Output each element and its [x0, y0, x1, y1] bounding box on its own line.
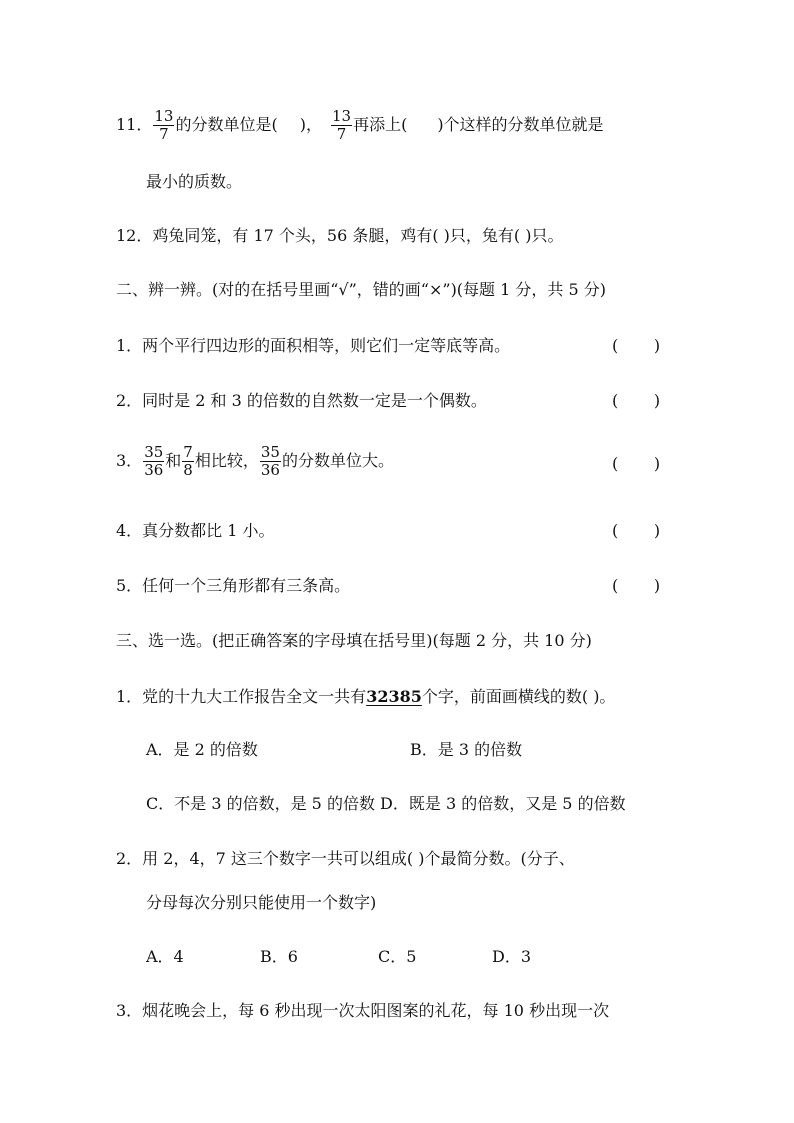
judge-item-2: 2．同时是 2 和 3 的倍数的自然数一定是一个偶数。	[116, 391, 487, 410]
fraction-denominator: 36	[144, 461, 164, 479]
fraction-35-36-second	[260, 444, 281, 479]
question-11-text4: )个这样的分数单位就是	[437, 115, 604, 134]
answer-paren-2[interactable]: ( )	[612, 391, 661, 410]
question-11-line2: 最小的质数。	[146, 172, 243, 191]
judge-item-1: 1．两个平行四边形的面积相等，则它们一定等底等高。	[116, 336, 511, 355]
fraction-numerator: 7	[183, 443, 193, 461]
choice-question-3-line1: 3．烟花晚会上，每 6 秒出现一次太阳图案的礼花，每 10 秒出现一次	[116, 1001, 610, 1020]
answer-paren-3[interactable]: ( )	[612, 454, 661, 473]
fraction-denominator: 7	[336, 125, 347, 143]
question-11-number: 11．	[116, 115, 153, 134]
fraction-denominator: 7	[159, 125, 169, 143]
fraction-numerator: 35	[144, 443, 164, 461]
answer-paren-5[interactable]: ( )	[612, 576, 661, 595]
fraction-numerator: 13	[331, 107, 352, 125]
question-11-line1	[116, 108, 604, 143]
choice-2-option-c[interactable]: C．5	[378, 947, 417, 966]
choice-question-2-line1: 2．用 2，4，7 这三个数字一共可以组成( )个最简分数。(分子、	[116, 849, 575, 868]
judge-item-3-text2: 的分数单位大。	[281, 451, 394, 470]
question-12: 12．鸡兔同笼，有 17 个头，56 条腿，鸡有( )只，兔有( )只。	[116, 226, 564, 245]
choice-question-1-text-a: 1．党的十九大工作报告全文一共有	[116, 687, 367, 706]
choice-2-option-b[interactable]: B．6	[260, 947, 298, 966]
underlined-number: 32385	[366, 687, 422, 706]
fraction-denominator: 8	[183, 461, 193, 479]
choice-question-1-text-b: 个字，前面画横线的数( )。	[421, 687, 616, 706]
fraction-13-7-second	[331, 108, 352, 143]
question-11-text2: )，	[299, 115, 322, 134]
question-11-text3: 再添上(	[353, 115, 408, 134]
judge-item-3-and: 和	[165, 451, 182, 470]
judge-item-3-number: 3．	[116, 451, 143, 470]
fraction-denominator: 36	[260, 461, 280, 479]
answer-paren-4[interactable]: ( )	[612, 521, 661, 540]
fraction-numerator: 13	[154, 107, 174, 125]
judge-item-4: 4．真分数都比 1 小。	[116, 521, 275, 540]
choice-2-option-d[interactable]: D．3	[492, 947, 532, 966]
judge-item-3	[116, 444, 394, 479]
fraction-numerator: 35	[260, 443, 280, 461]
choice-1-option-a[interactable]: A．是 2 的倍数	[146, 740, 258, 759]
choice-1-options-c-d[interactable]: C．不是 3 的倍数，是 5 的倍数 D．既是 3 的倍数，又是 5 的倍数	[146, 794, 626, 813]
choice-2-option-a[interactable]: A．4	[146, 947, 184, 966]
question-11-text1: 的分数单位是(	[175, 115, 278, 134]
choice-question-2-line2: 分母每次分别只能使用一个数字)	[146, 893, 377, 912]
choice-1-option-b[interactable]: B．是 3 的倍数	[410, 740, 523, 759]
choice-question-1	[116, 687, 615, 707]
fraction-7-8	[182, 444, 194, 479]
judge-item-5: 5．任何一个三角形都有三条高。	[116, 576, 351, 595]
answer-paren-1[interactable]: ( )	[612, 336, 661, 355]
fraction-13-7	[153, 108, 174, 143]
section-2-heading: 二、辨一辨。(对的在括号里画“√”，错的画“×”)(每题 1 分，共 5 分)	[116, 280, 606, 299]
fraction-35-36	[143, 444, 164, 479]
section-3-heading: 三、选一选。(把正确答案的字母填在括号里)(每题 2 分，共 10 分)	[116, 631, 592, 650]
judge-item-3-text1: 相比较，	[194, 451, 259, 470]
